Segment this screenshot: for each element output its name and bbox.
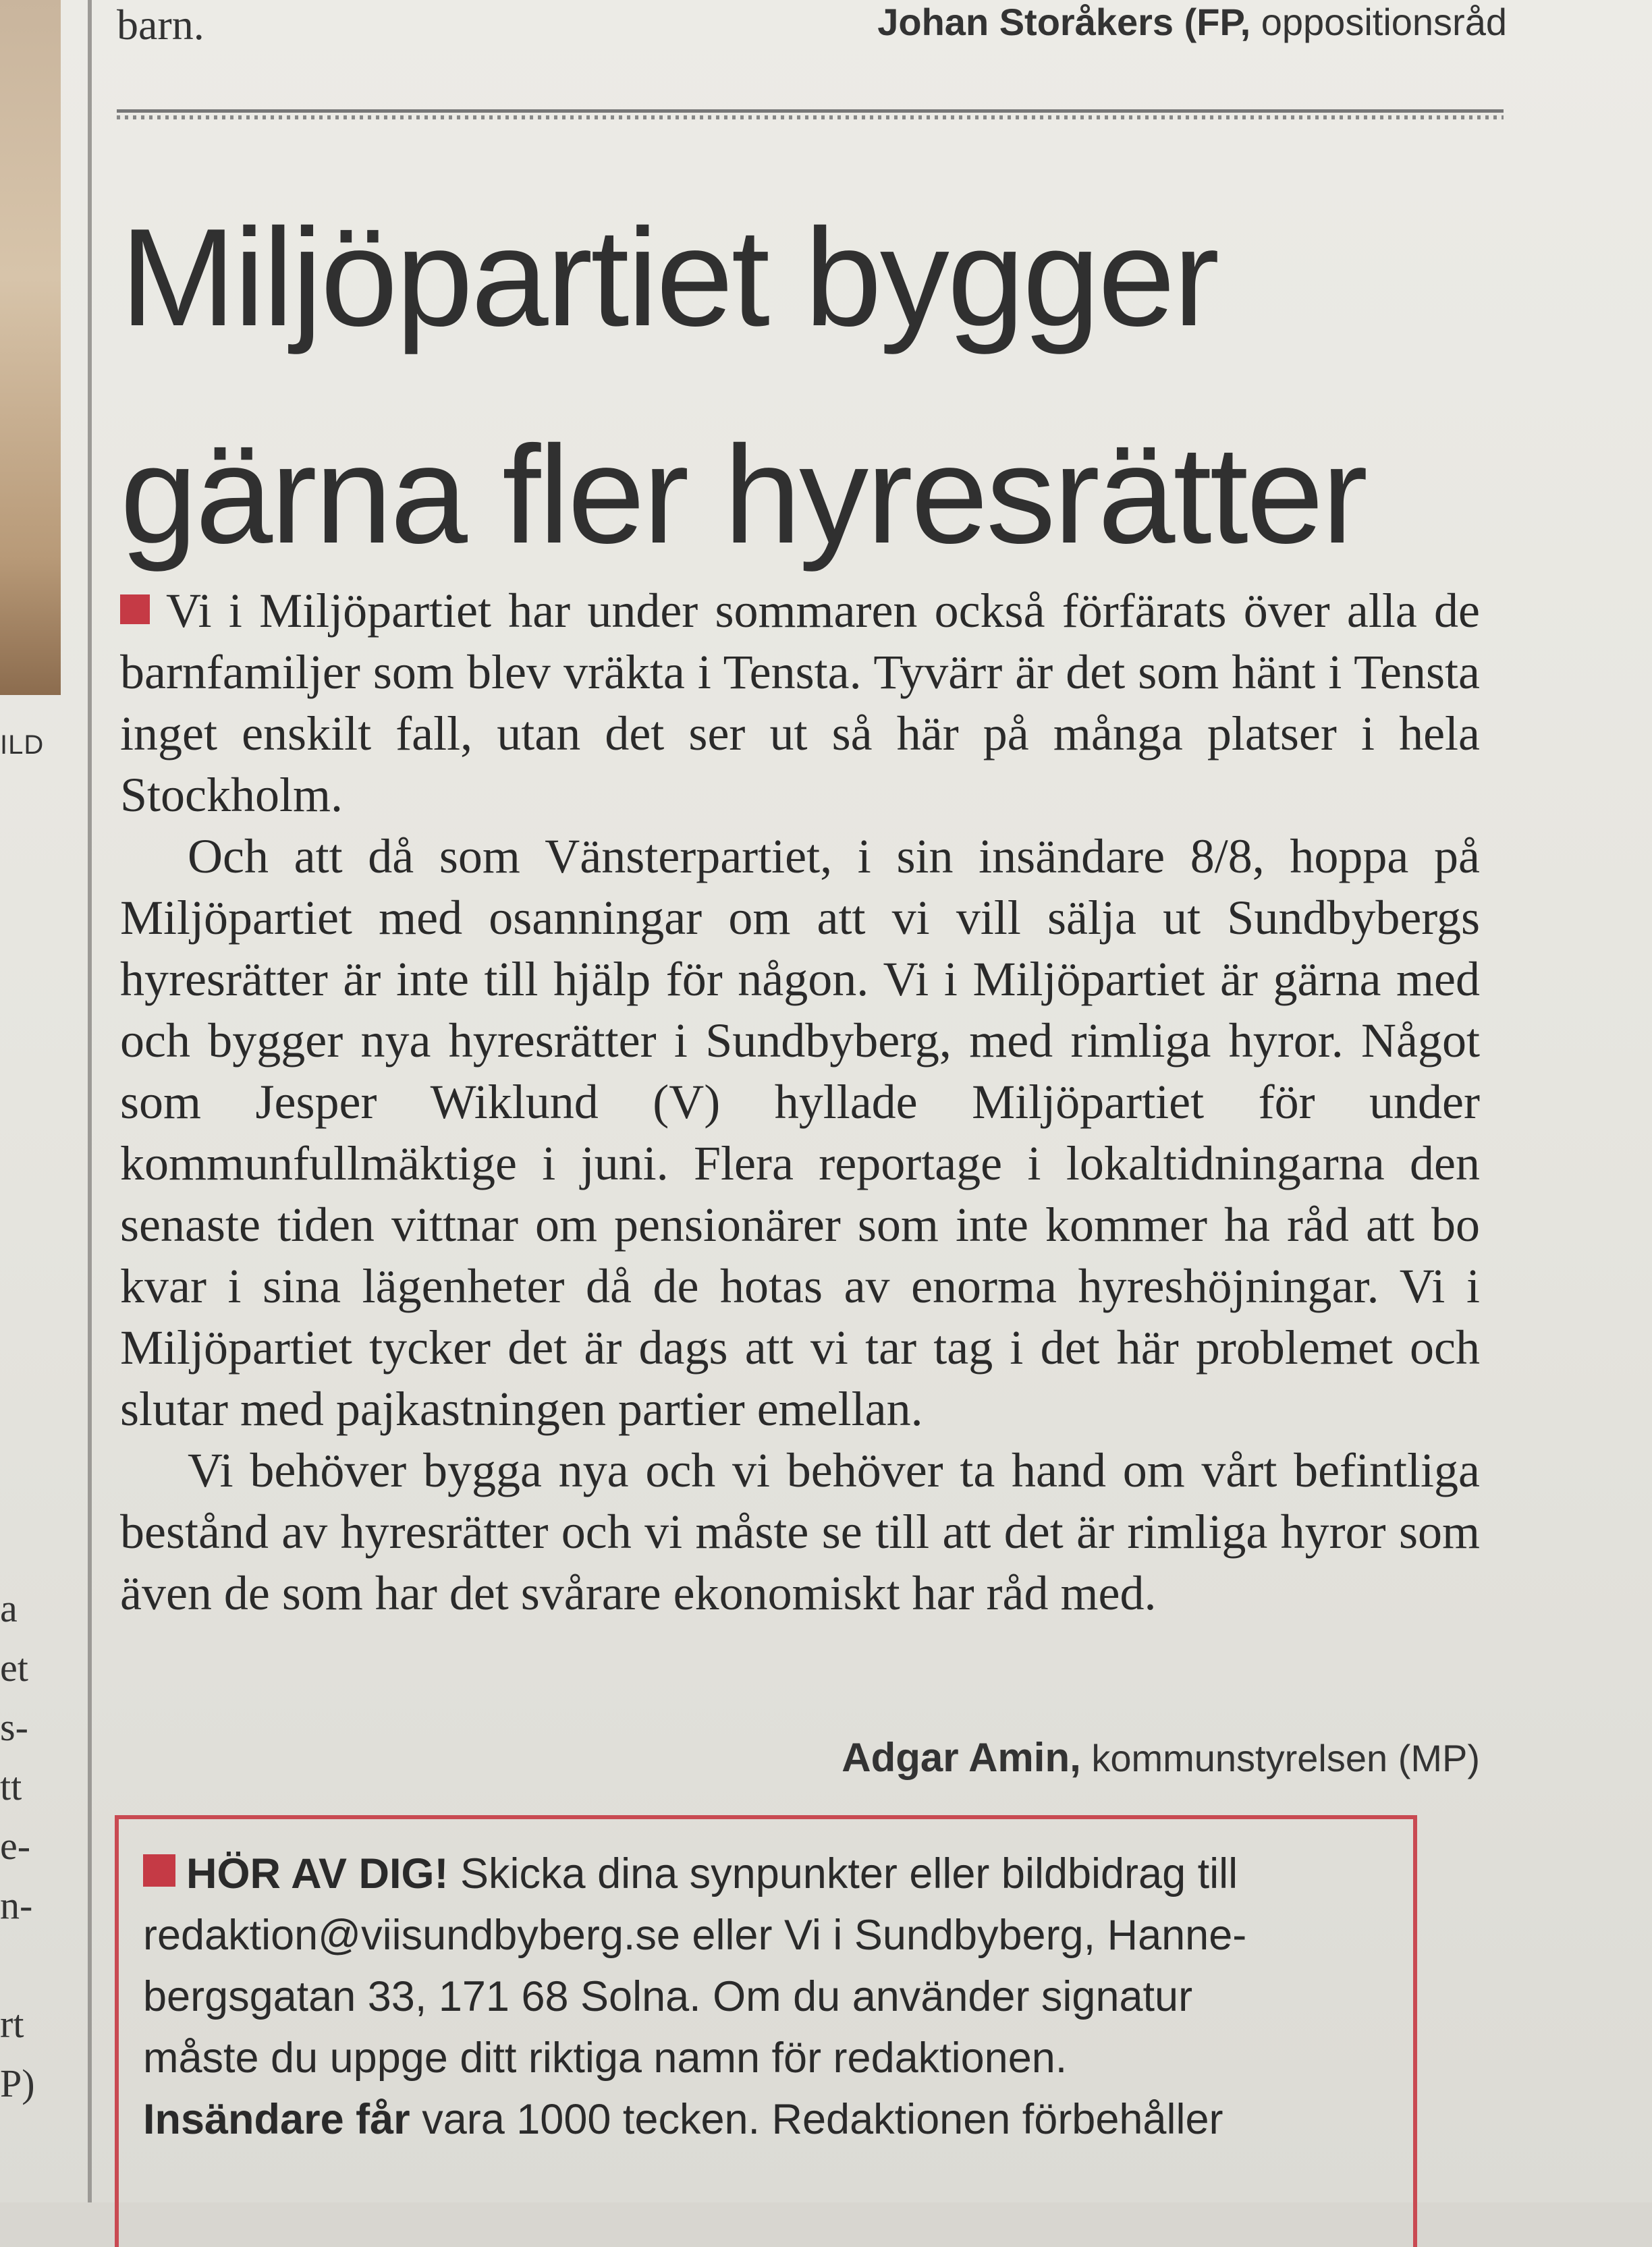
headline — [120, 169, 1510, 603]
info-lead: HÖR AV DIG! — [186, 1850, 449, 1897]
article-body — [120, 580, 1480, 1624]
signature-name: Adgar Amin, — [842, 1735, 1081, 1780]
info-line — [143, 2089, 1373, 2151]
paragraph-text: Vi i Miljöpartiet har under sommaren också förfärats över alla de barnfamiljer som blev vräkta i Tensta. Tyvärr är det som hänt i Tensta inget enskilt fall, utan det ser ut så här på många platser i hela Stockholm. — [120, 584, 1480, 822]
signature-role: kommunstyrelsen (MP) — [1091, 1737, 1480, 1779]
column-divider — [88, 0, 92, 2202]
photo-credit: ILD — [0, 730, 45, 760]
paragraph — [120, 580, 1480, 826]
bullet-square-icon — [143, 1854, 175, 1887]
section-divider — [117, 109, 1504, 122]
text-fragment: e- — [0, 1824, 31, 1868]
adjacent-photo — [0, 0, 61, 695]
adjacent-column — [0, 0, 88, 2202]
previous-signature-role: oppositionsråd — [1261, 1, 1507, 43]
info-line: måste du uppge ditt riktiga namn för redaktionen. — [143, 2034, 1068, 2082]
text-fragment: et — [0, 1646, 28, 1690]
bullet-square-icon — [120, 594, 150, 624]
info-line: redaktion@viisundbyberg.se eller Vi i Sundbyberg, Hanne- — [143, 1912, 1247, 1959]
headline-line-2: gärna fler hyresrätter — [120, 417, 1367, 572]
text-fragment: P) — [0, 2061, 35, 2105]
contact-info-box — [115, 1815, 1417, 2247]
info-line: bergsgatan 33, 171 68 Solna. Om du använder signatur — [143, 1973, 1193, 2020]
text-fragment: tt — [0, 1765, 22, 1808]
text-fragment: s- — [0, 1705, 28, 1749]
text-fragment: n- — [0, 1883, 33, 1927]
previous-signature-name: Johan Storåkers (FP, — [877, 1, 1251, 43]
paragraph: Vi behöver bygga nya och vi behöver ta hand om vårt befintliga bestånd av hyresrätter och vi måste se till att det är rimliga hyror som även de som har det svårare ekonomiskt har råd med. — [120, 1443, 1480, 1620]
letter-article — [100, 0, 1510, 2202]
text-fragment: rt — [0, 2002, 24, 2046]
info-bold: Insändare får — [143, 2096, 410, 2143]
info-line — [143, 1843, 1373, 1905]
previous-article-tail: barn. — [117, 1, 204, 49]
info-text: vara 1000 tecken. Redaktionen förbehåller — [422, 2096, 1223, 2143]
text-fragment — [0, 1935, 35, 1995]
paragraph: Och att då som Vänsterpartiet, i sin insändare 8/8, hoppa på Miljöpartiet med osanningar om att vi vill sälja ut Sundbybergs hyresrätter är inte till hjälp för någon. Vi i Miljöpartiet är gärna med och bygger nya hyresrätter i Sundbyberg, med rimliga hyror. Något som Jesper Wiklund (V) hyllade Miljöpartiet för under kommunfullmäktige i juni. Flera reportage i lokaltidningarna den senaste tiden vittnar om pensionärer som inte kommer ha råd att bo kvar i sina lägenheter då de hotas av enorma hyreshöjningar. Vi i Miljöpartiet tycker det är dags att vi tar tag i det här problemet och slutar med pajkastningen partier emellan. — [120, 829, 1480, 1436]
previous-article-signature — [877, 0, 1507, 44]
info-text: Skicka dina synpunkter eller bildbidrag till — [460, 1850, 1238, 1897]
text-fragment: a — [0, 1586, 18, 1630]
adjacent-text-fragments — [0, 1579, 35, 2113]
headline-line-1: Miljöpartiet bygger — [120, 200, 1218, 355]
author-signature — [842, 1734, 1480, 1781]
